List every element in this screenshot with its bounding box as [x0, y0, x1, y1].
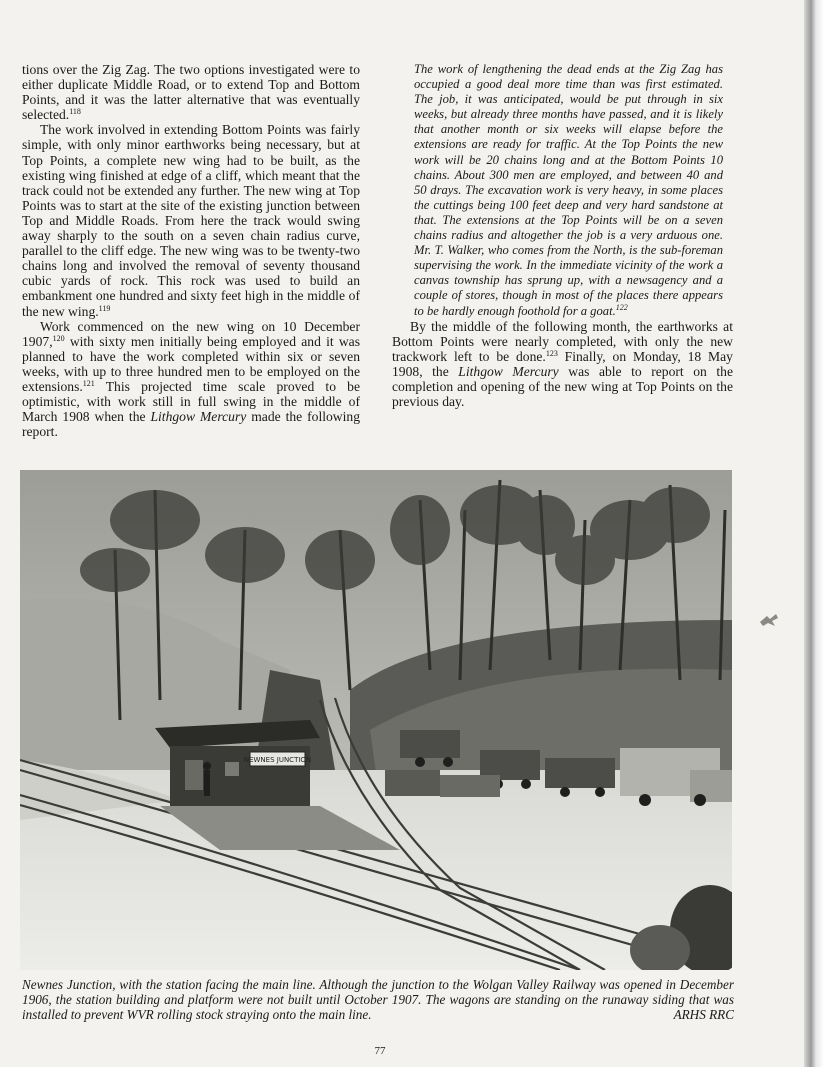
page-binding-edge — [804, 0, 824, 1067]
footnote-ref: 119 — [98, 303, 111, 313]
photo-credit: ARHS RRC — [673, 1007, 734, 1022]
left-text-column — [22, 62, 360, 439]
station-sign: NEWNES JUNCTION — [243, 756, 312, 764]
margin-smudge-icon — [758, 612, 780, 628]
historic-photo-newnes-junction — [20, 470, 732, 970]
newspaper-title: Lithgow Mercury — [458, 363, 559, 379]
page-number: 77 — [374, 1045, 386, 1057]
newspaper-title: Lithgow Mercury — [150, 409, 247, 425]
footnote-ref: 122 — [615, 302, 628, 312]
block-quote: The work of lengthening the dead ends at the Zig Zag has occupied a good deal more time than was first estimated. The job, it was anticipated, would be put through in six weeks, but already three months have passed, and it is likely that another month or six weeks will elapse before the extensions are ready for traffic. At the Top Points the new work will be 20 chains long and at the Bottom Points 10 chains. About 300 men are employed, and between 40 and 50 drays. The excavation work is very heavy, in some places the cuttings being 100 feet deep and very hard sandstone at that. The extensions at the Top Points will be on a seven chains radius and altogether the job is a very arduous one. Mr. T. Walker, who comes from the North, is the sub-foreman supervising the work. In the immediate vicinity of the work a canvas township has sprung up, with a newsagency and a couple of stores, though in most of the places there appears to be hardly enough foothold for a goat.$^{122}$ — [414, 62, 723, 318]
paragraph-bottom-points: The work involved in extending Bottom Points was fairly simple, with only minor earthworks being necessary, but at Top Points, a complete new wing had to be built, as the existing wing finished at edge of a cliff, which meant that the track could not be extended any further. The new wing at Top Points was to start at the site of the existing junction between Top and Middle Roads. From here the track would swing away sharply to the south on a seven chain radius curve, parallel to the cliff edge. The new wing was to be twenty-two chains long and involved the removal of seventy thousand cubic yards of rock. This rock was used to build an embankment one hundred and sixty feet high in the middle of the new wing.$^{119}$ — [22, 122, 360, 319]
paragraph-earthworks: By the middle of the following month, the earthworks at Bottom Points were nearly completed, with only the new trackwork left to be done.$^{123}$ Finally, on Monday, 18 May 1908, the Lithgow Mercury was able to report on the completion and opening of the new wing at Top Points on the previous day. — [392, 318, 733, 410]
paragraph-work-commenced: Work commenced on the new wing on 10 December 1907,$^{120}$ with sixty men initially being employed and it was planned to have the work completed within six or seven weeks, with up to three hundred men to be employed on the extensions.$^{121}$ This projected time scale proved to be optimistic, with work still in full swing in the middle of March 1908 when the Lithgow Mercury made the following report. — [22, 318, 360, 440]
right-text-column — [392, 62, 733, 409]
footnote-ref: 121 — [82, 378, 95, 388]
paragraph-options: tions over the Zig Zag. The two options investigated were to either duplicate Middle Road, or to extend Top and Bottom Points, and it was the latter alternative that was eventually selected.$^{118}$ — [22, 62, 360, 123]
footnote-ref: 120 — [52, 333, 65, 343]
caption-text: Newnes Junction, with the station facing the main line. Although the junction to the Wolgan Valley Railway was opened in December 1906, the station building and platform were not built until October 1907. The wagons are standing on the runaway siding that was installed to prevent WVR rolling stock straying onto the main line. — [22, 977, 734, 1022]
footnote-ref: 118 — [69, 107, 81, 117]
footnote-ref: 123 — [545, 348, 558, 358]
photo-caption — [22, 977, 734, 1022]
photo-illustration — [20, 470, 732, 970]
